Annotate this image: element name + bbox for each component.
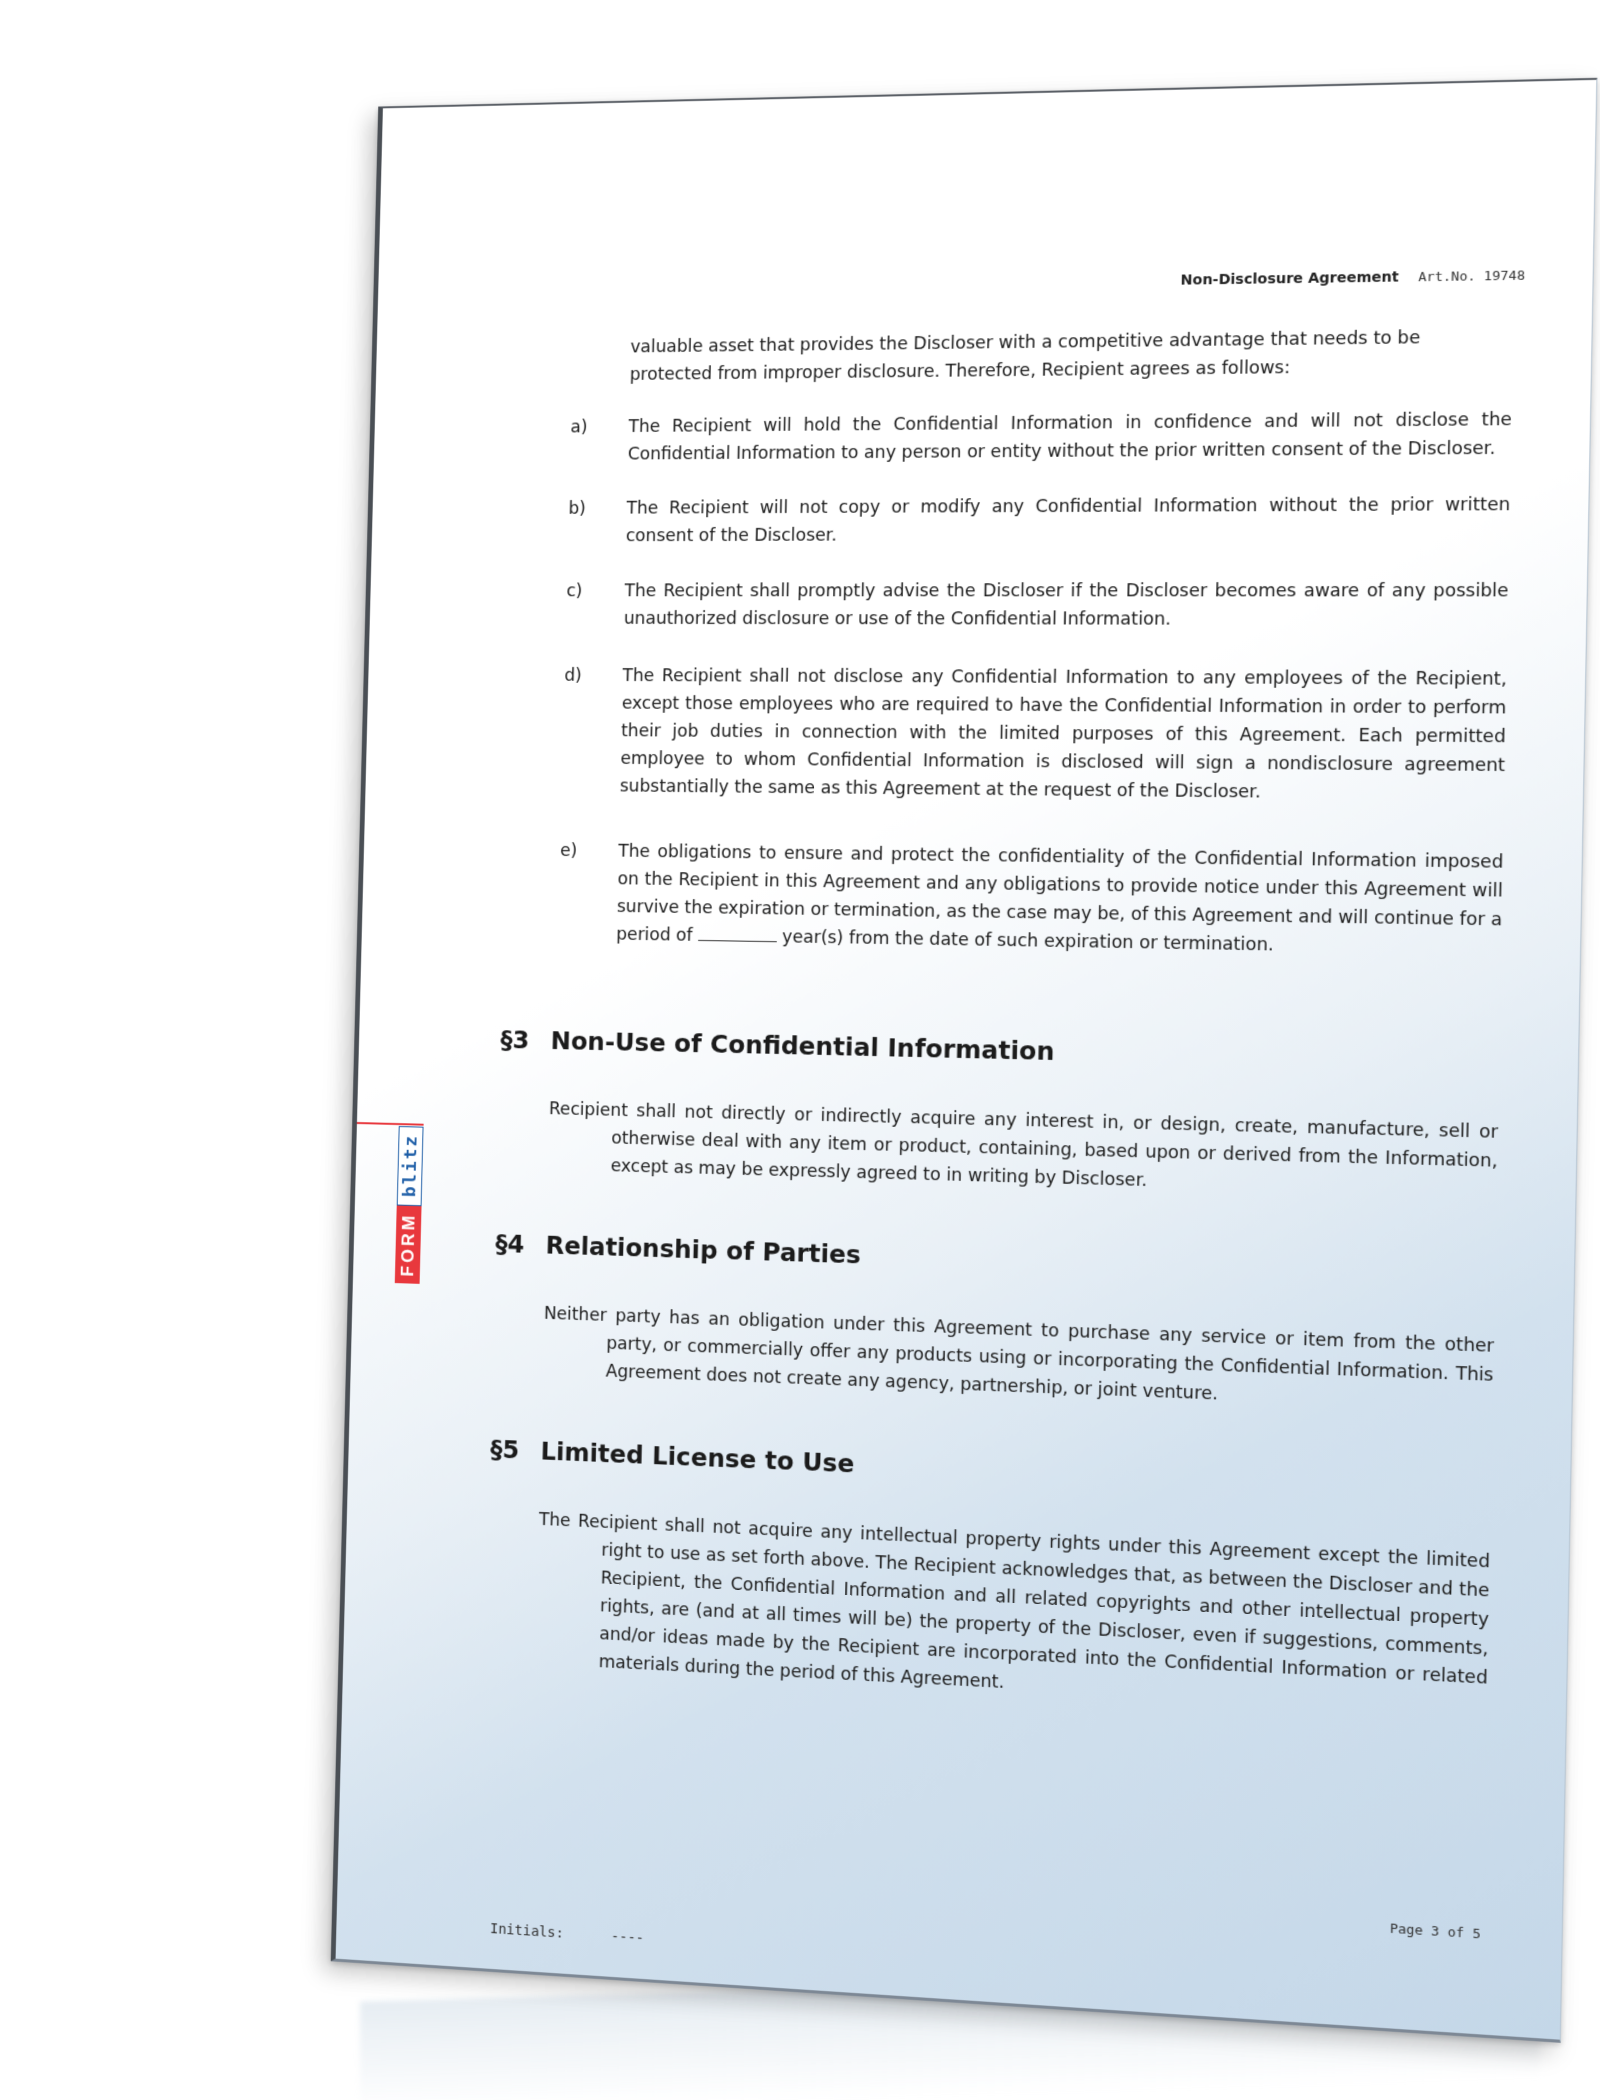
section-number: §3 — [500, 1025, 530, 1055]
list-item-label: c) — [566, 581, 583, 602]
list-item-text — [616, 838, 1504, 964]
section-title: Relationship of Parties — [545, 1230, 862, 1270]
header-art-no: Art.No. 19748 — [1418, 268, 1526, 286]
header-title: Non-Disclosure Agreement — [1180, 269, 1399, 289]
list-item-text: The Recipient will hold the Confidential Information in confidence and will not disclose the Confidential Information to any person or entity without the prior written consent of the Discloser. — [627, 409, 1512, 465]
section-paragraph-5: The Recipient shall not acquire any intellectual property rights under this Agreement except the limited right to use as set forth above. The Recipient acknowledges that, as between the Discloser and the Recipient, the Confidential Information and all related copyrights and other intellectual property rights, are (and at all times will be) the property of the Discloser, even if suggestions, comments, and/or ideas made by the Recipient are incorporated into the Confidential Information or related materials during the period of this Agreement. — [538, 1509, 1491, 1693]
section-title: Limited License to Use — [540, 1436, 855, 1479]
list-item-text: The Recipient shall promptly advise the Discloser if the Discloser becomes aware of any possible unauthorized disclosure or use of the Confidential Information. — [623, 580, 1509, 630]
list-item-label: d) — [564, 665, 583, 686]
list-item-text: The Recipient will not copy or modify any Confidential Information without the prior written consent of the Discloser. — [625, 494, 1511, 547]
logo-accent-line — [357, 1122, 424, 1126]
list-item-b — [568, 491, 1511, 550]
document-page — [331, 78, 1598, 2043]
list-item-c — [565, 577, 1508, 634]
section-heading-5 — [490, 1435, 855, 1479]
list-item-label: a) — [570, 417, 588, 438]
section-paragraph-3: Recipient shall not directly or indirectly acquire any interest in, or design, create, manufacture, sell or otherwise deal with any item or product, containing, based upon or derived from the Information, except as may be expressly agreed to in writing by Discloser. — [548, 1099, 1499, 1192]
list-item-e — [558, 837, 1504, 963]
logo-text-blitz: blitz — [400, 1133, 422, 1198]
list-item-a — [570, 406, 1513, 469]
list-item-d — [561, 662, 1507, 809]
section-paragraph-4: Neither party has an obligation under this Agreement to purchase any service or item from the other party, or commercially offer any products using or incorporating the Confidential Information. This Agreement does not create any agency, partnership, or joint venture. — [543, 1303, 1495, 1405]
initials-value: ---- — [610, 1928, 645, 1947]
list-item-text: The Recipient shall not disclose any Confidential Information to any employees of the Recipient, except those employees who are required to have the Confidential Information in order to perform their job duties in connection with the limited purposes of this Agreement. Each permitted employee to whom Confidential Information is disclosed will sign a nondisclosure agreement substantially the same as this Agreement at the request of the Discloser. — [619, 666, 1508, 803]
initials-label: Initials: — [489, 1921, 564, 1942]
section-heading-3 — [500, 1025, 1055, 1066]
years-blank-field — [698, 924, 777, 942]
section-heading-4 — [495, 1229, 861, 1269]
section-number: §4 — [495, 1229, 525, 1259]
list-item-text-after: year(s) from the date of such expiration or termination. — [781, 927, 1274, 956]
logo-text-form: FORM — [397, 1212, 419, 1277]
page-header — [1180, 265, 1525, 288]
initials-field — [490, 1921, 644, 1947]
page-number: Page 3 of 5 — [1389, 1921, 1481, 1943]
list-item-label: b) — [568, 499, 587, 519]
list-item-text-before: The obligations to ensure and protect the confidentiality of the Confidential Information imposed on the Recipient in this Agreement and any obligations to provide notice under this Agreement will survive the expiration or termination, as the case may be, of this Agreement and will continue for a period of — [616, 841, 1504, 946]
section-number: §5 — [490, 1434, 520, 1465]
section-title: Non-Use of Confidential Information — [550, 1026, 1055, 1067]
formblitz-logo — [395, 1126, 424, 1284]
intro-paragraph: valuable asset that provides the Discloser with a competitive advantage that needs to be protected from improper disclosure. Therefore, Recipient agrees as follows: — [629, 328, 1421, 385]
list-item-label: e) — [559, 841, 578, 861]
